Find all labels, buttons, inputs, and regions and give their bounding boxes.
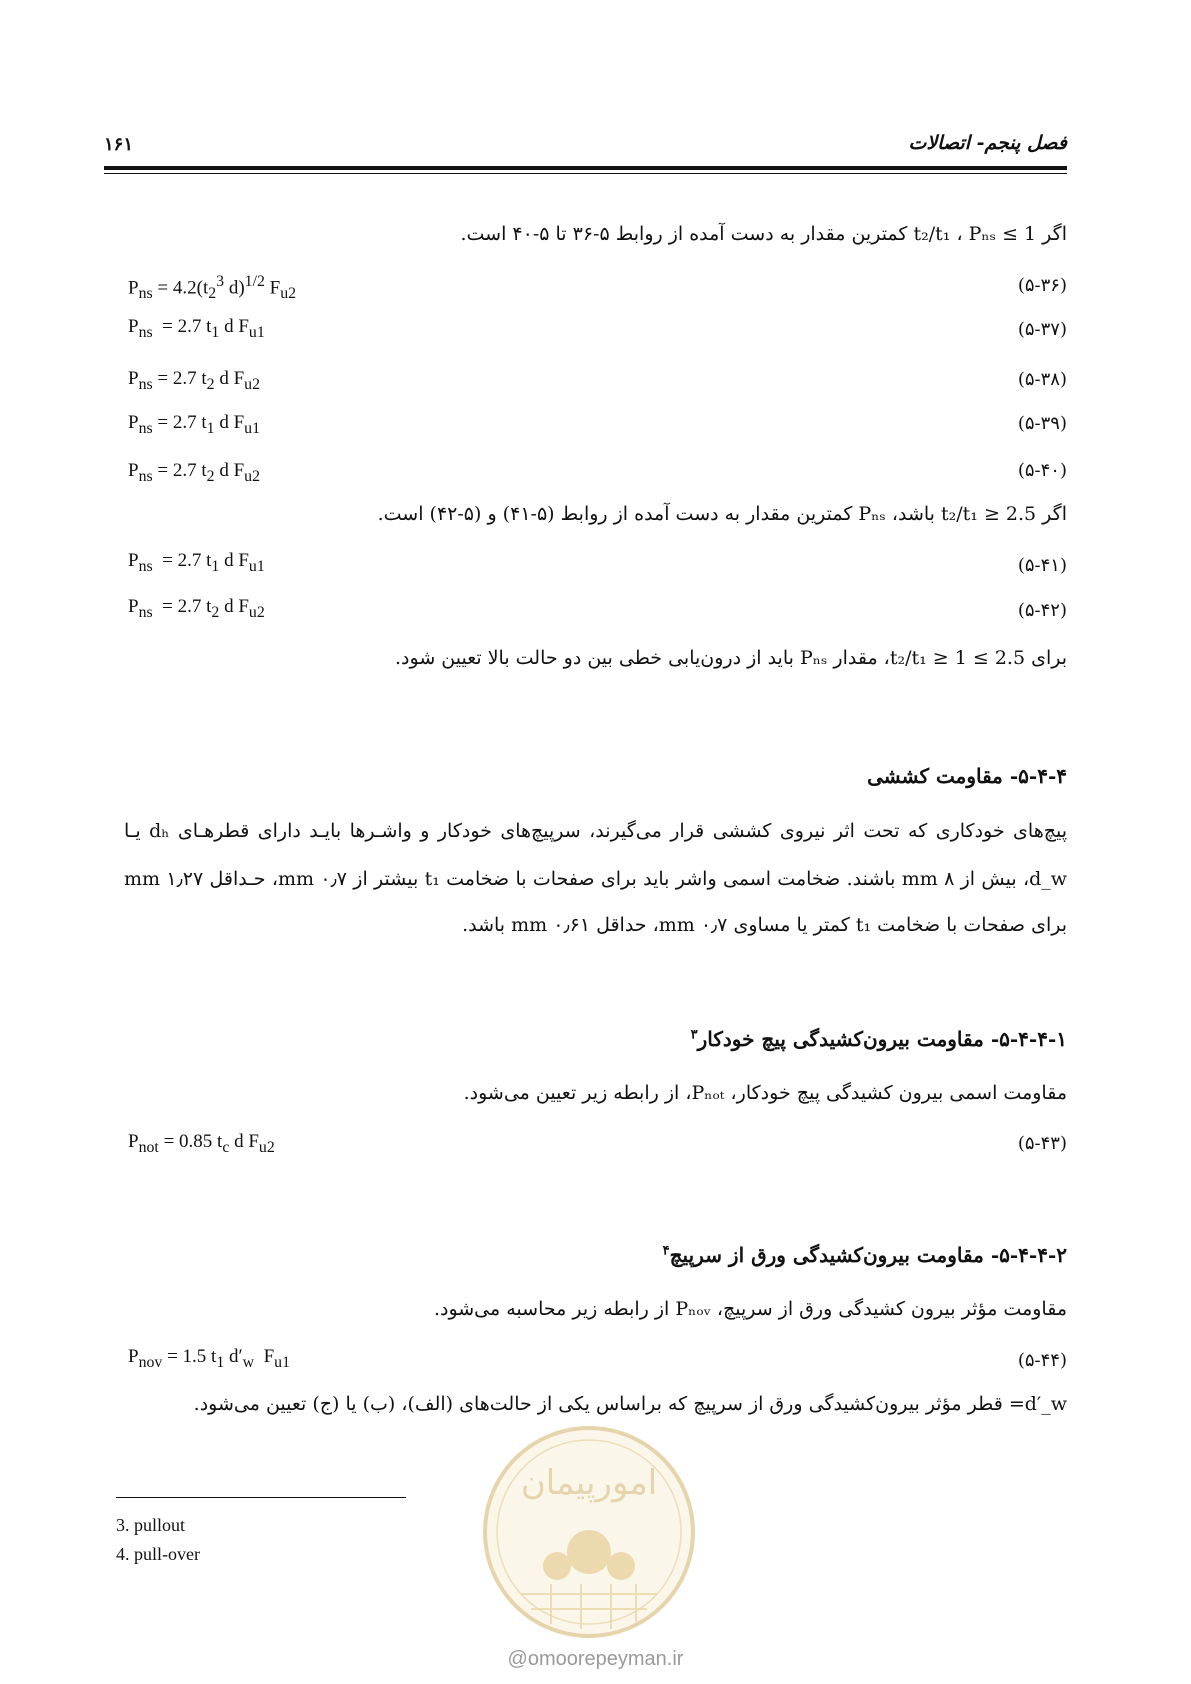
equation-number: (۵-۴۱)	[1017, 555, 1067, 576]
equation-number: (۵-۳۹)	[1017, 413, 1067, 434]
footnote-ref: ۴	[662, 1243, 670, 1259]
equation-formula: $P_{ns} = 2.7$ $t_1$ d $F_{u1}$	[128, 316, 265, 341]
pullout-text: مقاومت اسمی بیرون کشیدگی پیچ خودکار، Pₙₒₜ، از رابطه زیر تعیین می‌شود.	[463, 1082, 1067, 1104]
condition-intro-b: اگر 2.5 ≤ t₂/t₁ باشد، Pₙₛ کمترین مقدار به دست آمده از روابط (۵-۴۱) و (۵-۴۲) است.	[377, 503, 1067, 525]
equation-formula: $P_{ns} = 4.2(t_2^3$ d)$^{1/2}$ $F_{u2}$	[128, 273, 297, 303]
svg-text:امورپیمان: امورپیمان	[520, 1463, 658, 1503]
footnote: 3. pullout	[116, 1515, 186, 1535]
paragraph-line: برای صفحات با ضخامت t₁ کمتر یا مساوی ۰٫۷ mm، حداقل ۰٫۶۱ mm باشد.	[462, 914, 1067, 936]
page-number: ۱۶۱	[104, 134, 134, 155]
section-heading-tension: ۵-۴-۴- مقاومت کششی	[867, 764, 1067, 788]
equation-formula: $P_{ns} = 2.7$ $t_1$ d $F_{u1}$	[128, 550, 265, 575]
equation-formula: $P_{ns} = 2.7$ $t_2$ d $F_{u2}$	[128, 460, 260, 485]
interpolation-note: برای 2.5 ≥ t₂/t₁ ≥ 1، مقدار Pₙₛ باید از درون‌یابی خطی بین دو حالت بالا تعیین شود.	[395, 647, 1067, 669]
header-rule	[104, 166, 1067, 170]
equation-number: (۵-۴۴)	[1017, 1350, 1067, 1371]
definition-text: d′_w= قطر مؤثر بیرون‌کشیدگی ورق از سرپیچ که براساس یکی از حالت‌های (الف)، (ب) یا (ج) تعیین می‌شود.	[193, 1393, 1067, 1415]
equation-number: (۵-۳۸)	[1017, 369, 1067, 390]
equation-formula: $P_{nov} = 1.5$ $t_1$ $d'_w$ $F_{u1}$	[128, 1346, 290, 1371]
footnote: 4. pull-over	[116, 1544, 200, 1564]
equation-number: (۵-۴۲)	[1017, 600, 1067, 621]
equation-number: (۵-۴۰)	[1017, 460, 1067, 481]
header-rule-thin	[104, 173, 1067, 174]
footnote-rule	[116, 1497, 406, 1498]
condition-intro-a: اگر 1 ≥ t₂/t₁ ، Pₙₛ کمترین مقدار به دست آمده از روابط ۵-۳۶ تا ۵-۴۰ است.	[460, 223, 1067, 245]
paragraph-line: d_w، بیش از ۸ mm باشند. ضخامت اسمی واشر باید برای صفحات با ضخامت t₁ بیشتر از ۰٫۷ mm، حـداقل ۱٫۲۷ mm	[124, 868, 1068, 890]
equation-number: (۵-۳۷)	[1017, 319, 1067, 340]
equation-formula: $P_{ns} = 2.7$ $t_2$ d $F_{u2}$	[128, 596, 265, 621]
footnote-ref: ۳	[690, 1027, 698, 1043]
watermark-url: @omoorepeyman.ir	[507, 1648, 684, 1670]
watermark-logo	[481, 1424, 697, 1640]
chapter-title: فصل پنجم- اتصالات	[908, 132, 1067, 154]
section-heading-pullover: ۵-۴-۴-۲- مقاومت بیرون‌کشیدگی ورق از سرپیچ$^۴$	[662, 1243, 1067, 1267]
equation-number: (۵-۴۳)	[1017, 1133, 1067, 1154]
equation-number: (۵-۳۶)	[1017, 275, 1067, 296]
section-heading-pullout: ۵-۴-۴-۱- مقاومت بیرون‌کشیدگی پیچ خودکار$^۳$	[690, 1027, 1067, 1051]
paragraph-line: پیچ‌های خودکاری که تحت اثر نیروی کششی قرار می‌گیرند، سرپیچ‌های خودکار و واشـرها بایـد دارای قطرهـای dₕ یـا	[124, 820, 1068, 842]
pullover-text: مقاومت مؤثر بیرون کشیدگی ورق از سرپیچ، Pₙₒᵥ از رابطه زیر محاسبه می‌شود.	[433, 1298, 1067, 1320]
equation-formula: $P_{ns} = 2.7$ $t_1$ d $F_{u1}$	[128, 412, 260, 437]
equation-formula: $P_{not} = 0.85$ $t_c$ d $F_{u2}$	[128, 1131, 275, 1156]
equation-formula: $P_{ns} = 2.7$ $t_2$ d $F_{u2}$	[128, 368, 260, 393]
